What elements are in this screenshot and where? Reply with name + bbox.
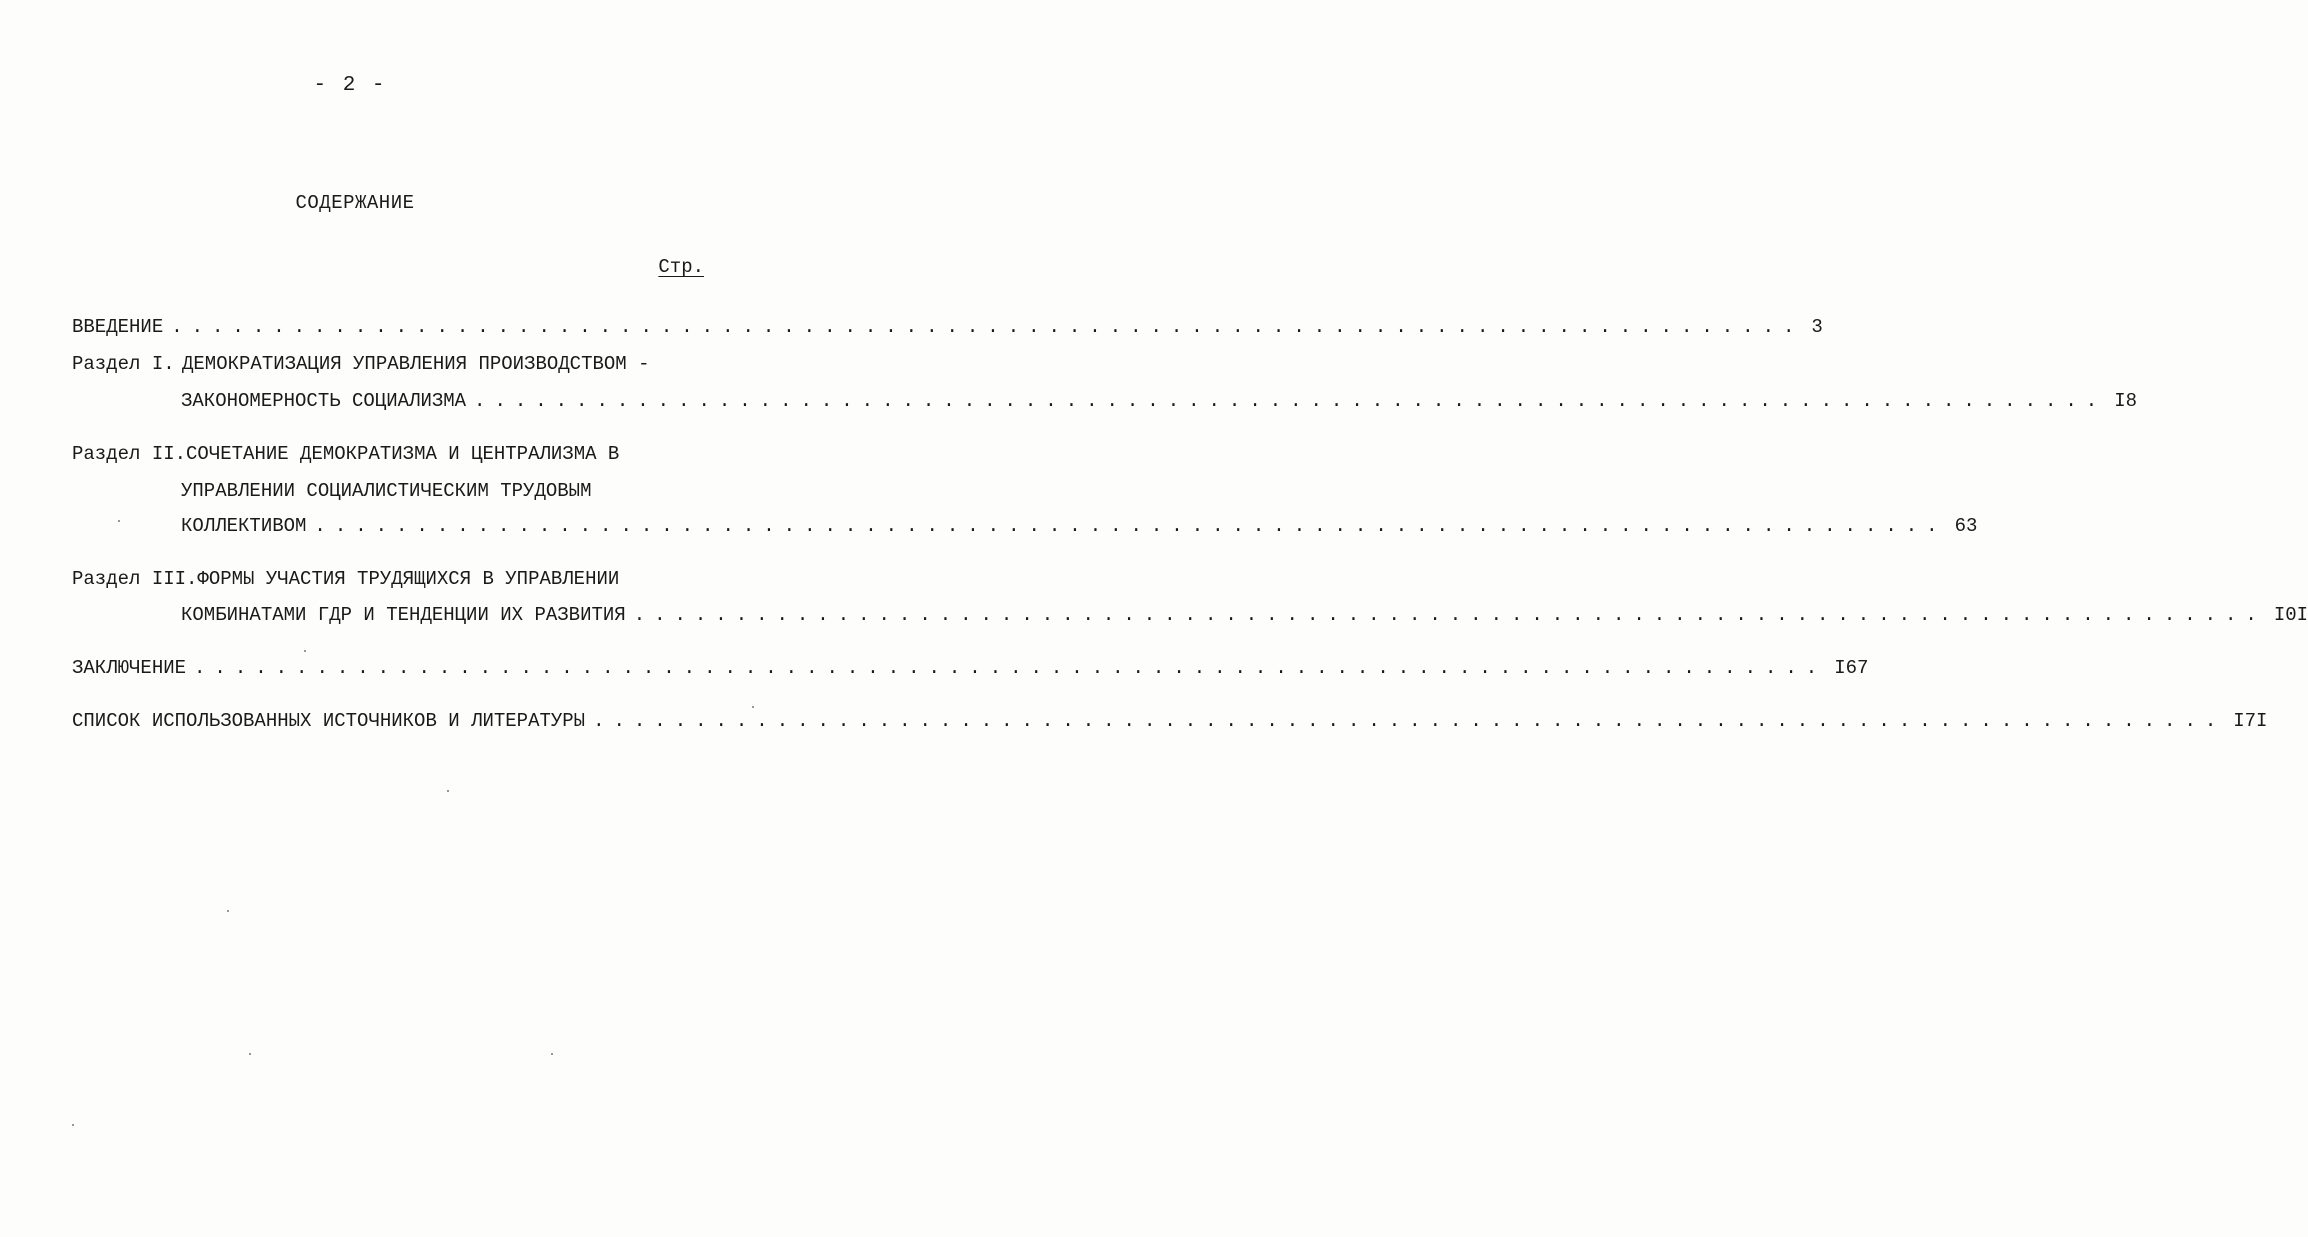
toc-title-line: КОМБИНАТАМИ ГДР И ТЕНДЕНЦИИ ИХ РАЗВИТИЯ [181, 604, 626, 626]
scan-speck [249, 1053, 251, 1055]
toc-section-label: Раздел I. [72, 353, 175, 375]
toc-leader: ................................................................................ [633, 604, 2266, 626]
toc-entry-section-2 [72, 443, 706, 473]
toc-title-line: УПРАВЛЕНИИ СОЦИАЛИСТИЧЕСКИМ ТРУДОВЫМ [181, 480, 592, 502]
toc-page: I7I [2233, 710, 2268, 732]
toc-leader: ................................................................................ [194, 657, 1827, 679]
toc-title-line: СОЧЕТАНИЕ ДЕМОКРАТИЗМА И ЦЕНТРАЛИЗМА В [186, 443, 620, 465]
toc-leader: ................................................................................ [593, 710, 2226, 732]
page-column-label: Стр. [658, 256, 704, 278]
toc-title-line: ДЕМОКРАТИЗАЦИЯ УПРАВЛЕНИЯ ПРОИЗВОДСТВОМ - [182, 353, 650, 375]
toc-section-label: Раздел III. [72, 568, 198, 590]
toc-entry-intro [72, 316, 1823, 346]
toc-label: СПИСОК ИСПОЛЬЗОВАННЫХ ИСТОЧНИКОВ И ЛИТЕРАТУРЫ [72, 710, 586, 732]
toc-page: 63 [1954, 515, 1978, 537]
toc-label: ВВЕДЕНИЕ [72, 316, 164, 338]
toc-entry-section-1 [72, 353, 706, 383]
scan-speck [551, 1053, 553, 1055]
toc-title-line: ФОРМЫ УЧАСТИЯ ТРУДЯЩИХСЯ В УПРАВЛЕНИИ [197, 568, 620, 590]
toc-entry-section-3-cont [181, 604, 2308, 634]
toc-section-label: Раздел II. [72, 443, 187, 465]
scan-speck [752, 706, 754, 708]
page-title: СОДЕРЖАНИЕ [295, 192, 415, 214]
toc-entry-section-2-cont [181, 480, 706, 510]
toc-page: I0I [2273, 604, 2308, 626]
toc-entry-conclusion [72, 657, 1869, 687]
scan-speck [227, 910, 229, 912]
toc-title-line: ЗАКОНОМЕРНОСТЬ СОЦИАЛИЗМА [181, 390, 467, 412]
toc-page: I8 [2114, 390, 2138, 412]
scan-speck [447, 790, 449, 792]
toc-entry-sources [72, 710, 2268, 740]
page-number: - 2 - [313, 74, 387, 97]
toc-leader: ................................................................................ [171, 316, 1804, 338]
toc-leader: ................................................................................ [474, 390, 2107, 412]
toc-page: 3 [1811, 316, 1823, 338]
toc-entry-section-1-cont [181, 390, 2138, 420]
toc-entry-section-3 [72, 568, 706, 598]
scan-speck [72, 1124, 74, 1126]
toc-title-line: КОЛЛЕКТИВОМ [181, 515, 307, 537]
scan-speck [118, 520, 120, 522]
toc-entry-section-2-cont2 [181, 515, 1978, 545]
toc-label: ЗАКЛЮЧЕНИЕ [72, 657, 187, 679]
toc-page: I67 [1834, 657, 1869, 679]
scan-speck [304, 650, 306, 652]
toc-leader: ................................................................................ [314, 515, 1947, 537]
